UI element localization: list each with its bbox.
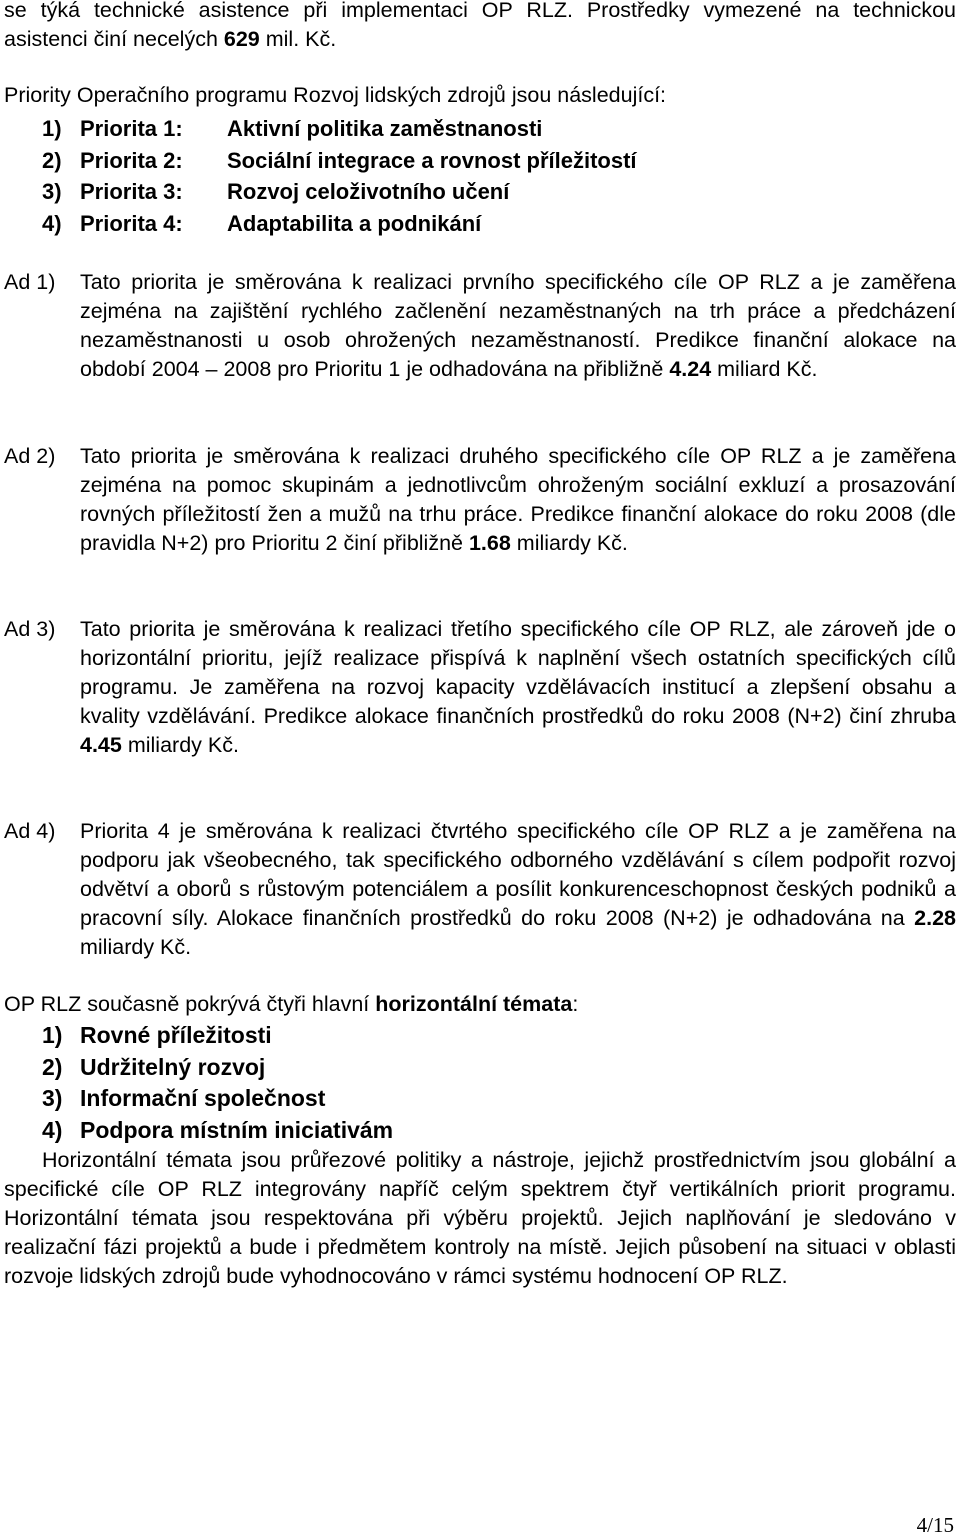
theme-name: Udržitelný rozvoj (80, 1053, 266, 1080)
priorities-list (42, 113, 637, 239)
intro-amount: 629 (223, 27, 260, 51)
priority-item (42, 208, 637, 240)
ad-body: Tato priorita je směrována k realizaci druhého specifického cíle OP RLZ a je zaměřena zejména na pomoc skupinám a jednotlivcům ohroženým sociální exkluzí a prosazování rovných příležitostí žen a mužů na trhu práce. Predikce finanční alokace do roku 2008 (dle pravidla N+2) pro Prioritu 2 činí přibližně (80, 444, 956, 555)
horizontal-lead-bold: horizontální témata (375, 992, 573, 1016)
ad-text (80, 442, 956, 558)
horizontal-themes-lead (4, 990, 956, 1019)
ad-label: Ad 1) (4, 270, 56, 294)
ad-text (80, 615, 956, 760)
theme-item (42, 1115, 393, 1147)
ad-amount: 1.68 (468, 531, 511, 555)
ad-text (80, 817, 956, 962)
ad-body: Tato priorita je směrována k realizaci třetího specifického cíle OP RLZ, ale zároveň jde o horizontální prioritu, jejíž realizace přispívá k naplnění všech ostatních specifických cílů programu. Je zaměřena na rozvoj kapacity vzdělávacích institucí a zlepšení obsahu a kvality vzdělávání. Predikce alokace finančních prostředků do roku 2008 (N+2) činí zhruba (80, 617, 956, 728)
ad-label: Ad 4) (4, 819, 56, 843)
ad-amount: 4.45 (80, 733, 122, 757)
theme-number: 3) (42, 1085, 63, 1111)
ad-1-block (4, 268, 956, 384)
theme-number: 1) (42, 1022, 63, 1048)
ad-tail: miliard Kč. (711, 357, 818, 381)
priority-item (42, 176, 637, 208)
ad-tail: miliardy Kč. (80, 935, 192, 959)
theme-number: 2) (42, 1053, 63, 1080)
ad-3-block (4, 615, 956, 760)
theme-number: 4) (42, 1116, 63, 1143)
priority-item (42, 113, 637, 145)
theme-name: Podpora místním iniciativám (80, 1116, 394, 1143)
priority-number: 4) (42, 210, 62, 236)
intro-tail: mil. Kč. (259, 27, 337, 51)
ad-amount: 4.24 (669, 357, 712, 381)
intro-text: se týká technické asistence při implementaci OP RLZ. Prostředky vymezené na technickou asistenci činí necelých (4, 0, 956, 51)
ad-tail: miliardy Kč. (121, 733, 239, 757)
page-number: 4/15 (916, 1513, 954, 1537)
ad-label: Ad 2) (4, 444, 56, 468)
priority-label: Priorita 2: (80, 147, 183, 173)
priority-name: Adaptabilita a podnikání (227, 210, 482, 236)
priority-number: 2) (42, 147, 62, 173)
intro-paragraph (4, 0, 956, 54)
horizontal-themes-list (42, 1020, 393, 1146)
theme-item (42, 1020, 393, 1052)
theme-name: Informační společnost (80, 1085, 326, 1111)
theme-name: Rovné příležitosti (80, 1022, 272, 1048)
ad-body: Priorita 4 je směrována k realizaci čtvrtého specifického cíle OP RLZ a je zaměřena na podporu jak všeobecného, tak specifického odborného vzdělávání s cílem podpořit rozvoj odvětví a oborů s růstovým potenciálem a posílit konkurenceschopnost českých podniků a pracovní síly. Alokace finančních prostředků do roku 2008 (N+2) je odhadována na (80, 819, 956, 930)
priority-name: Sociální integrace a rovnost příležitostí (227, 147, 637, 173)
ad-amount: 2.28 (914, 906, 956, 930)
priority-name: Aktivní politika zaměstnanosti (227, 116, 543, 141)
priority-label: Priorita 4: (80, 210, 183, 236)
priority-item (42, 145, 637, 177)
ad-body: Tato priorita je směrována k realizaci prvního specifického cíle OP RLZ a je zaměřena zejména na zajištění rychlého začlenění nezaměstnaných na trh práce a předcházení nezaměstnanosti u osob ohrožených nezaměstnaností. Predikce finanční alokace na období 2004 – 2008 pro Prioritu 1 je odhadována na přibližně (80, 270, 956, 381)
priority-number: 1) (42, 116, 62, 141)
priority-name: Rozvoj celoživotního učení (227, 179, 510, 204)
ad-4-block (4, 817, 956, 962)
ad-2-block (4, 442, 956, 558)
ad-tail: miliardy Kč. (510, 531, 628, 555)
theme-item (42, 1083, 393, 1115)
priority-label: Priorita 3: (80, 179, 183, 204)
theme-item (42, 1052, 393, 1084)
priorities-lead: Priority Operačního programu Rozvoj lidských zdrojů jsou následující: (4, 83, 667, 107)
horizontal-lead-text: OP RLZ současně pokrývá čtyři hlavní (4, 992, 376, 1016)
ad-label: Ad 3) (4, 617, 56, 641)
ad-text (80, 268, 956, 384)
horizontal-themes-paragraph: Horizontální témata jsou průřezové politiky a nástroje, jejichž prostřednictvím jsou globální a specifické cíle OP RLZ integrovány napříč celým spektrem čtyř vertikálních priorit programu. Horizontální témata jsou respektována při výběru projektů. Jejich naplňování je sledováno v realizační fázi projektů a bude i předmětem kontroly na místě. Jejich působení na situaci v oblasti rozvoje lidských zdrojů bude vyhodnocováno v rámci systému hodnocení OP RLZ. (4, 1148, 956, 1288)
priority-label: Priorita 1: (80, 116, 183, 141)
horizontal-lead-colon: : (572, 992, 579, 1016)
priority-number: 3) (42, 179, 62, 204)
